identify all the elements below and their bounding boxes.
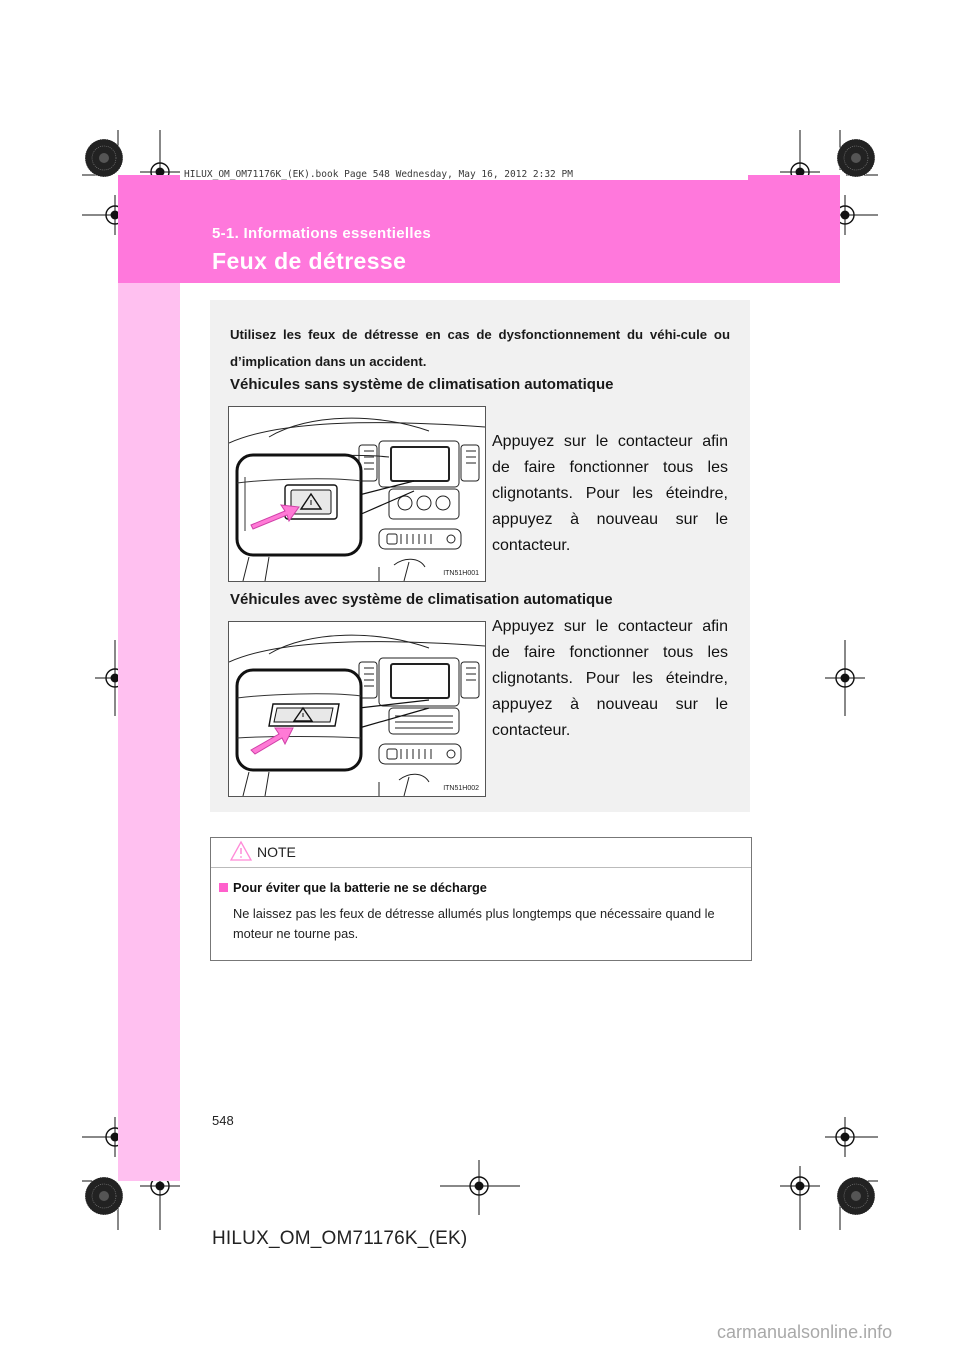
- instruction-text-auto-ac: Appuyez sur le contacteur afin de faire fonctionner tous les clignotants. Pour les éteindre, appuyez à nouveau sur le contacteur.: [492, 618, 728, 739]
- figure-code: ITN51H002: [443, 785, 479, 792]
- side-tab-strip: [118, 175, 180, 1181]
- note-label: NOTE: [257, 844, 296, 860]
- intro-paragraph: Utilisez les feux de détresse en cas de dysfonctionnement du véhi-cule ou d’implication dans un accident.: [230, 327, 730, 369]
- document-code: HILUX_OM_OM71176K_(EK): [212, 1228, 468, 1249]
- page-title: Feux de détresse: [212, 248, 407, 274]
- page-number: 548: [212, 1113, 234, 1128]
- print-info-line: HILUX_OM_OM71176K_(EK).book Page 548 Wednesday, May 16, 2012 2:32 PM: [180, 169, 748, 180]
- section-label: 5-1. Informations essentielles: [212, 225, 432, 242]
- dashboard-illustration-auto-ac: [228, 621, 486, 797]
- section-heading-manual-ac: Véhicules sans système de climatisation automatique: [230, 376, 614, 393]
- instruction-text-manual-ac: Appuyez sur le contacteur afin de faire fonctionner tous les clignotants. Pour les éteindre, appuyez à nouveau sur le contacteur.: [492, 433, 728, 554]
- warning-triangle-icon: [229, 840, 253, 862]
- note-header: [211, 838, 751, 868]
- figure-code: ITN51H001: [443, 570, 479, 577]
- section-heading-auto-ac: Véhicules avec système de climatisation automatique: [230, 591, 613, 608]
- note-subtitle: Pour éviter que la batterie ne se décharge: [233, 880, 487, 895]
- note-text: Ne laissez pas les feux de détresse allumés plus longtemps que nécessaire quand le moteur ne tourne pas.: [233, 906, 715, 941]
- site-watermark: carmanualsonline.info: [717, 1322, 893, 1342]
- note-bullet-icon: [219, 883, 228, 892]
- note-box: [210, 837, 752, 961]
- dashboard-illustration-manual-ac: [228, 406, 486, 582]
